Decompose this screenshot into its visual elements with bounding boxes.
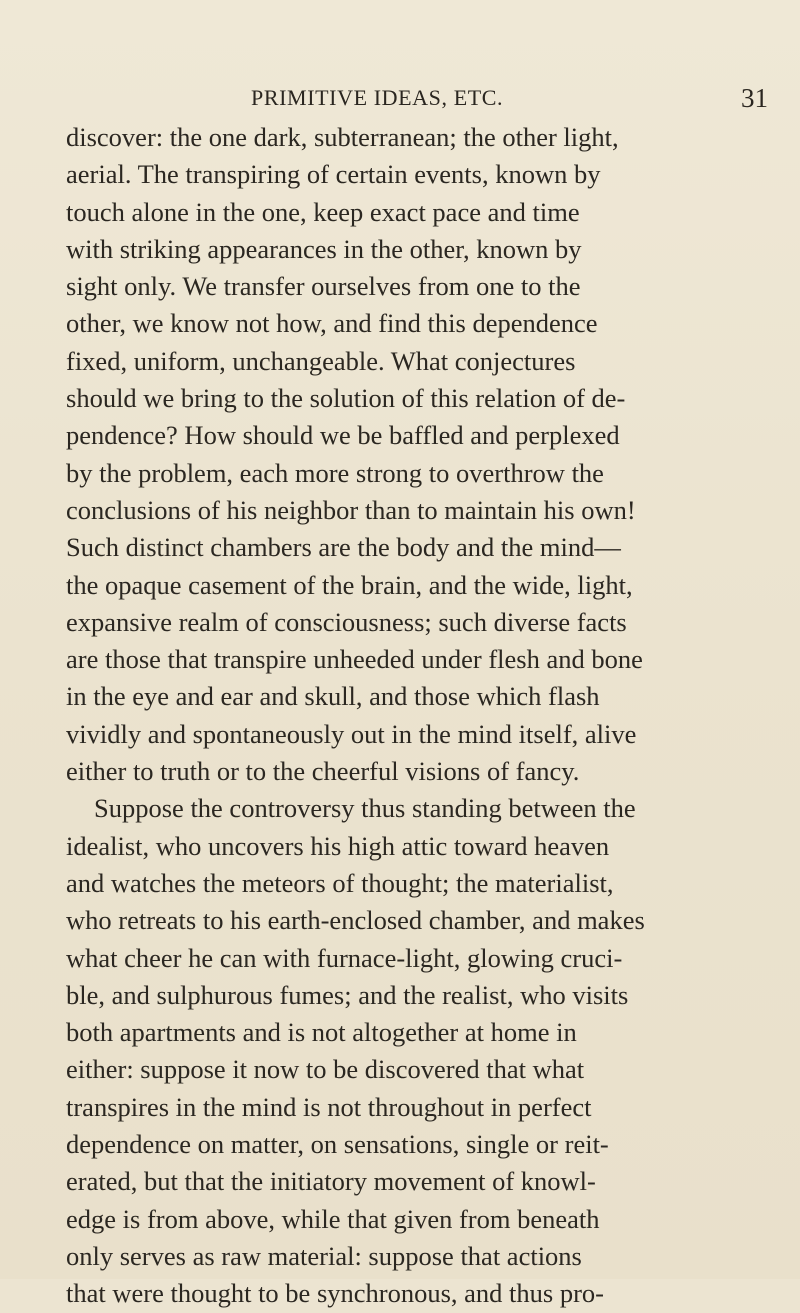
text-line: vividly and spontaneously out in the mind itself, alive xyxy=(66,718,637,749)
text-line: by the problem, each more strong to overthrow the xyxy=(66,457,604,488)
text-line: edge is from above, while that given from beneath xyxy=(66,1203,600,1234)
text-line: what cheer he can with furnace-light, glowing cruci- xyxy=(66,942,623,973)
text-line: other, we know not how, and find this dependence xyxy=(66,308,598,339)
page-number: 31 xyxy=(741,83,768,113)
text-line: aerial. The transpiring of certain events, known by xyxy=(66,159,601,190)
text-line: either: suppose it now to be discovered that what xyxy=(66,1054,585,1085)
running-head: PRIMITIVE IDEAS, ETC. xyxy=(251,85,504,110)
text-line: dependence on matter, on sensations, single or reit- xyxy=(66,1129,609,1160)
text-line: only serves as raw material: suppose that actions xyxy=(66,1240,582,1271)
text-line: sight only. We transfer ourselves from one to the xyxy=(66,271,581,302)
text-line: touch alone in the one, keep exact pace and time xyxy=(66,196,580,227)
text-line: the opaque casement of the brain, and the wide, light, xyxy=(66,569,633,600)
text-line: pendence? How should we be baffled and perplexed xyxy=(66,420,620,451)
paragraph-start-line: Suppose the controversy thus standing between the xyxy=(94,793,636,824)
text-line: both apartments and is not altogether at home in xyxy=(66,1017,577,1048)
text-line: that were thought to be synchronous, and thus pro- xyxy=(66,1278,604,1309)
text-line: transpires in the mind is not throughout in perfect xyxy=(66,1091,592,1122)
page-header xyxy=(0,78,800,118)
text-line: idealist, who uncovers his high attic toward heaven xyxy=(66,830,610,861)
text-line: and watches the meteors of thought; the materialist, xyxy=(66,867,614,898)
text-line: ble, and sulphurous fumes; and the realist, who visits xyxy=(66,979,629,1010)
text-line: discover: the one dark, subterranean; the other light, xyxy=(66,122,619,152)
text-line: should we bring to the solution of this relation of de- xyxy=(66,383,626,414)
text-line: fixed, uniform, unchangeable. What conjectures xyxy=(66,345,576,376)
text-line: who retreats to his earth-enclosed chamber, and makes xyxy=(66,905,645,936)
text-line: erated, but that the initiatory movement of knowl- xyxy=(66,1166,596,1197)
body-text xyxy=(66,119,796,1313)
text-line: with striking appearances in the other, known by xyxy=(66,233,582,264)
text-line: Such distinct chambers are the body and the mind— xyxy=(66,532,621,563)
text-line: in the eye and ear and skull, and those which flash xyxy=(66,681,600,712)
text-line: either to truth or to the cheerful visions of fancy. xyxy=(66,756,580,787)
text-line: conclusions of his neighbor than to maintain his own! xyxy=(66,494,636,525)
text-line: are those that transpire unheeded under flesh and bone xyxy=(66,644,643,675)
text-line: expansive realm of consciousness; such diverse facts xyxy=(66,606,627,637)
